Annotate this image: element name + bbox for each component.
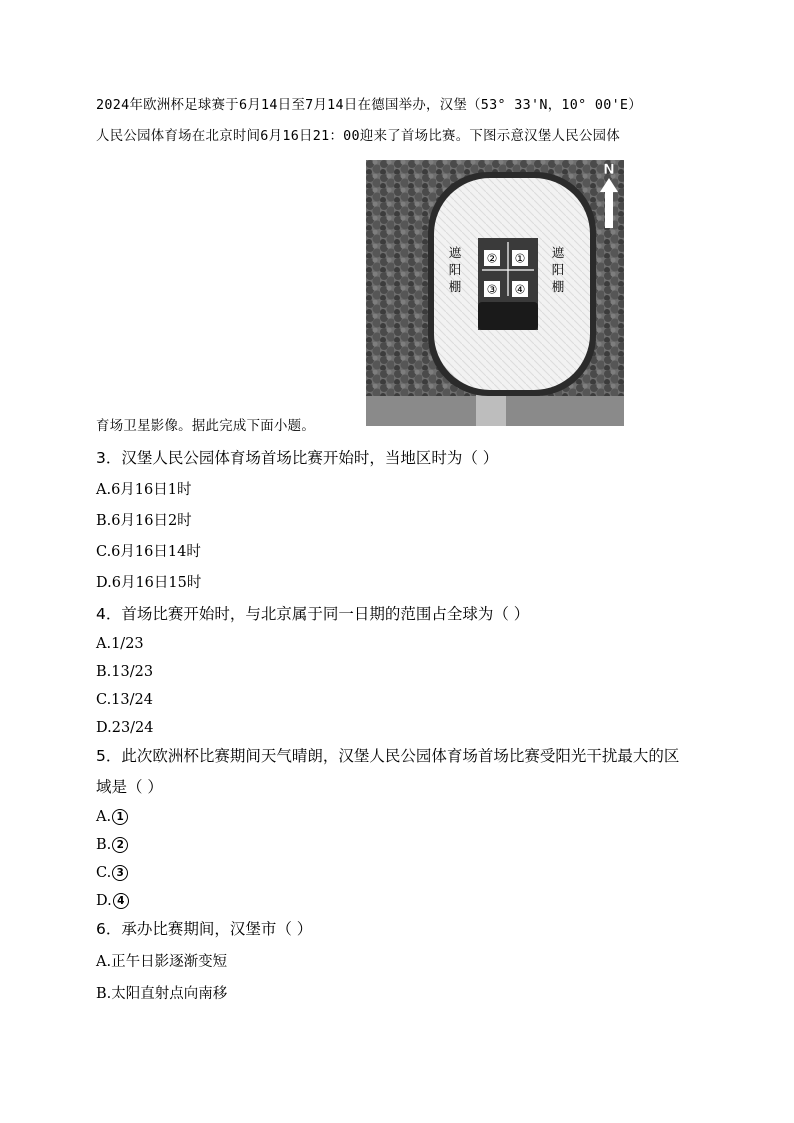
question-3-option-b: B.6月16日2时 [96, 513, 192, 529]
circled-number-1: 1 [112, 809, 128, 825]
svg-text:②: ② [486, 251, 498, 266]
circled-number-2: 2 [112, 837, 128, 853]
intro-line-1: 2024年欧洲杯足球赛于6月14日至7月14日在德国举办，汉堡（53° 33'N，10° 00'E） [96, 98, 642, 113]
question-5-stem-line-2: 域是（ ） [96, 778, 163, 796]
question-4-option-c: C.13/24 [96, 692, 153, 708]
intro-line-2: 人民公园体育场在北京时间6月16日21：00迎来了首场比赛。下图示意汉堡人民公园体 [96, 129, 621, 144]
svg-text:①: ① [514, 251, 526, 266]
question-5-option-c: C. 3 [96, 864, 128, 882]
question-5-stem-line-1: 5．此次欧洲杯比赛期间天气晴朗，汉堡人民公园体育场首场比赛受阳光干扰最大的区 [96, 747, 680, 765]
svg-text:③: ③ [486, 282, 498, 297]
zone-2-marker [484, 250, 500, 266]
pitch-shadow [478, 302, 538, 330]
circled-number-4: 4 [113, 893, 129, 909]
question-5-option-a: A. 1 [96, 808, 128, 826]
intro-line-3: 育场卫星影像。据此完成下面小题。 [96, 419, 316, 434]
circled-number-3: 3 [112, 865, 128, 881]
question-6-stem: 6．承办比赛期间，汉堡市（ ） [96, 920, 313, 938]
question-4-option-a: A.1/23 [96, 636, 144, 652]
question-4-option-d: D.23/24 [96, 720, 154, 736]
question-6-option-b: B.太阳直射点向南移 [96, 986, 228, 1002]
left-shade-label: 遮阳棚 [448, 245, 462, 294]
question-3-stem: 3．汉堡人民公园体育场首场比赛开始时，当地区时为（ ） [96, 449, 499, 467]
entrance-path [476, 394, 506, 426]
zone-4-marker [512, 281, 528, 297]
right-shade-label: 遮阳棚 [551, 245, 565, 294]
svg-text:④: ④ [514, 282, 526, 297]
svg-text:N: N [603, 162, 615, 178]
question-3-option-a: A.6月16日1时 [96, 482, 192, 498]
question-5-option-d: D. 4 [96, 892, 129, 910]
question-3-option-d: D.6月16日15时 [96, 575, 202, 591]
question-5-option-b: B. 2 [96, 836, 128, 854]
question-6-option-a: A.正午日影逐渐变短 [96, 954, 228, 970]
zone-1-marker [512, 250, 528, 266]
question-4-option-b: B.13/23 [96, 664, 154, 680]
question-3-option-c: C.6月16日14时 [96, 544, 201, 560]
stadium-satellite-image [366, 160, 624, 426]
zone-3-marker [484, 281, 500, 297]
question-4-stem: 4．首场比赛开始时，与北京属于同一日期的范围占全球为（ ） [96, 605, 530, 623]
